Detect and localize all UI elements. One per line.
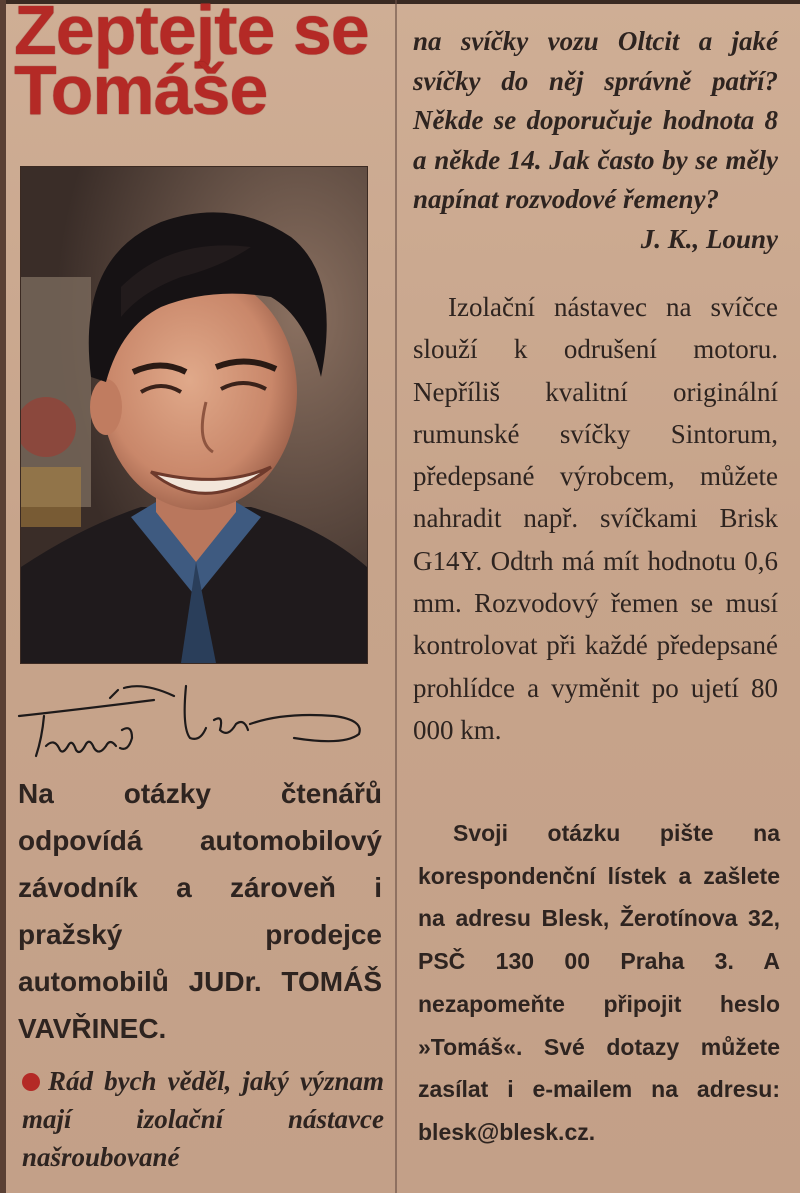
reader-question-start [22,1062,384,1176]
portrait-illustration [21,167,367,663]
reader-question-continued [413,22,778,259]
question-signature: J. K., Louny [640,223,778,254]
bullet-icon [22,1073,40,1091]
signature-graphic [14,668,384,764]
title-line-2: Tomáše [14,51,268,129]
left-border [0,0,6,1193]
column-divider [395,0,397,1193]
column-title [14,0,384,129]
intro-text: Na otázky čtenářů odpovídá automobilový závodník a zároveň i pražský prodejce automobilů JUDr. TOMÁŠ VAVŘINEC. [18,778,382,1044]
submission-notice: Svoji otázku pište na korespondenční lístek a zašlete na adresu Blesk, Žerotínova 32, PSČ 130 00 Praha 3. A nezapomeňte připojit heslo »Tomáš«. Své dotazy můžete zasílat i e-mailem na adresu: blesk@blesk.cz. [418,820,780,1145]
handwritten-signature [14,668,384,764]
portrait-photo [20,166,368,664]
question-part-2: na svíčky vozu Oltcit a jaké svíčky do něj správně patří? Někde se doporučuje hodnota 8 a někde 14. Jak často by se měly napínat rozvodové řemeny? [413,26,778,214]
answer-text: Izolační nástavec na svíčce slouží k odrušení motoru. Nepříliš kvalitní originální rumunské svíčky Sintorum, předepsané výrobcem, můžete nahradit např. svíčkami Brisk G14Y. Odtrh má mít hodnotu 0,6 mm. Rozvodový řemen se musí kontrolovat při každé předepsané prohlídce a vyměnit po ujetí 80 000 km. [413,292,778,745]
title-line-1: Zeptejte se [14,0,369,69]
question-part-1: Rád bych věděl, jaký význam mají izolační nástavce našroubované [22,1066,384,1172]
